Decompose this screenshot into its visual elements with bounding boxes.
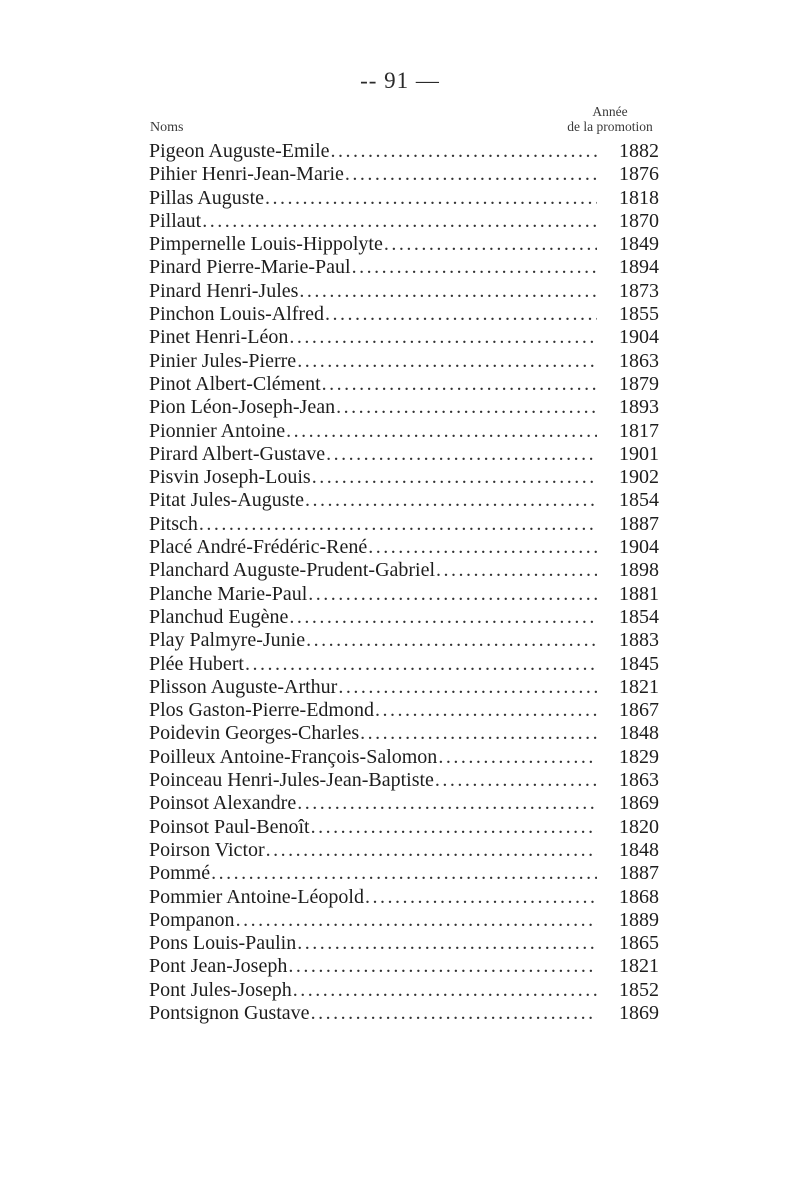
column-header-year-line1: Année (592, 104, 628, 119)
entry-year: 1848 (619, 722, 659, 745)
dot-leader (289, 606, 597, 629)
entry-name: Pont Jules-Joseph (149, 978, 292, 1001)
entry-name: Pillas Auguste (149, 186, 265, 209)
list-item (149, 326, 659, 349)
list-item (149, 909, 659, 932)
dot-leader (368, 536, 597, 559)
list-item (149, 559, 659, 582)
list-item (149, 536, 659, 559)
entry-name: Poilleux Antoine-François-Salomon (149, 745, 438, 768)
list-item (149, 629, 659, 652)
entry-name: Pinier Jules-Pierre (149, 349, 297, 372)
list-item (149, 746, 659, 769)
list-item (149, 443, 659, 466)
entry-name: Pinard Henri-Jules (149, 279, 299, 302)
entry-year: 1821 (619, 675, 659, 698)
entry-year: 1869 (619, 1001, 659, 1024)
dot-leader (311, 816, 597, 839)
entry-year: 1869 (619, 792, 659, 815)
entry-year: 1854 (619, 605, 659, 628)
entry-year: 1865 (619, 932, 659, 955)
entry-year: 1818 (619, 186, 659, 209)
dot-leader (245, 653, 597, 676)
entry-name: Pihier Henri-Jean-Marie (149, 163, 344, 186)
column-header-year-line2: de la promotion (567, 119, 653, 134)
dot-leader (297, 350, 597, 373)
column-header-year (540, 104, 680, 134)
list-item (149, 396, 659, 419)
entry-name: Pisvin Joseph-Louis (149, 466, 311, 489)
list-item (149, 489, 659, 512)
entry-name: Pion Léon-Joseph-Jean (149, 396, 336, 419)
entry-year: 1887 (619, 862, 659, 885)
dot-leader (311, 1002, 597, 1025)
list-item (149, 350, 659, 373)
list-item (149, 210, 659, 233)
entry-year: 1901 (619, 442, 659, 465)
entry-name: Pitsch (149, 512, 198, 535)
list-item (149, 303, 659, 326)
entry-year: 1898 (619, 559, 659, 582)
dot-leader (288, 955, 597, 978)
entry-name: Poinsot Paul-Benoît (149, 815, 310, 838)
entry-name: Pigeon Auguste-Emile (149, 140, 330, 162)
dot-leader (211, 862, 597, 885)
entry-year: 1883 (619, 629, 659, 652)
entry-year: 1881 (619, 582, 659, 605)
entry-name: Poirson Victor (149, 838, 265, 861)
entry-name: Placé André-Frédéric-René (149, 536, 368, 559)
list-item (149, 886, 659, 909)
dot-leader (265, 187, 597, 210)
list-item (149, 256, 659, 279)
entry-name: Pillaut (149, 209, 202, 232)
dot-leader (289, 326, 597, 349)
entry-name: Poinsot Alexandre (149, 792, 297, 815)
dot-leader (436, 559, 597, 582)
entry-year: 1879 (619, 372, 659, 395)
entry-year: 1904 (619, 536, 659, 559)
list-item (149, 862, 659, 885)
list-item (149, 816, 659, 839)
dot-leader (236, 909, 597, 932)
entry-name: Planche Marie-Paul (149, 582, 308, 605)
entry-name: Plisson Auguste-Arthur (149, 675, 338, 698)
list-item (149, 699, 659, 722)
entry-name: Pimpernelle Louis-Hippolyte (149, 233, 383, 256)
entry-year: 1845 (619, 652, 659, 675)
entry-name: Plée Hubert (149, 652, 244, 675)
entry-year: 1855 (619, 303, 659, 326)
list-item (149, 373, 659, 396)
dot-leader (199, 513, 597, 536)
entry-year: 1894 (619, 256, 659, 279)
page-number: -- 91 — (360, 68, 440, 93)
list-item (149, 979, 659, 1002)
list-item (149, 466, 659, 489)
dot-leader (438, 746, 597, 769)
list-item (149, 1002, 659, 1025)
dot-leader (331, 140, 597, 163)
entry-year: 1889 (619, 908, 659, 931)
entry-name: Pinet Henri-Léon (149, 326, 289, 349)
entry-year: 1887 (619, 512, 659, 535)
entry-name: Pitat Jules-Auguste (149, 489, 304, 512)
dot-leader (293, 979, 597, 1002)
promotion-list (149, 140, 659, 1025)
dot-leader (365, 886, 597, 909)
entry-year: 1863 (619, 769, 659, 792)
dot-leader (435, 769, 597, 792)
entry-name: Pons Louis-Paulin (149, 932, 297, 955)
entry-year: 1873 (619, 279, 659, 302)
entry-name: Pionnier Antoine (149, 419, 286, 442)
entry-year: 1852 (619, 978, 659, 1001)
entry-name: Pinard Pierre-Marie-Paul (149, 256, 351, 279)
list-item (149, 676, 659, 699)
entry-year: 1817 (619, 419, 659, 442)
entry-year: 1820 (619, 815, 659, 838)
entry-year: 1902 (619, 466, 659, 489)
list-item (149, 233, 659, 256)
entry-name: Pinchon Louis-Alfred (149, 303, 324, 326)
entry-name: Pontsignon Gustave (149, 1001, 310, 1024)
dot-leader (384, 233, 597, 256)
entry-name: Play Palmyre-Junie (149, 629, 306, 652)
entry-name: Pont Jean-Joseph (149, 955, 288, 978)
list-item (149, 792, 659, 815)
entry-name: Pommier Antoine-Léopold (149, 885, 364, 908)
dot-leader (297, 792, 597, 815)
entry-name: Pinot Albert-Clément (149, 372, 321, 395)
column-header-names: Noms (150, 120, 184, 135)
entry-name: Planchud Eugène (149, 605, 289, 628)
entry-year: 1829 (619, 745, 659, 768)
dot-leader (266, 839, 597, 862)
entry-name: Poidevin Georges-Charles (149, 722, 360, 745)
entry-year: 1870 (619, 209, 659, 232)
dot-leader (375, 699, 597, 722)
entry-name: Pompanon (149, 908, 235, 931)
entry-year: 1876 (619, 163, 659, 186)
entry-year: 1863 (619, 349, 659, 372)
entry-year: 1882 (619, 140, 659, 162)
dot-leader (306, 629, 597, 652)
entry-year: 1854 (619, 489, 659, 512)
dot-leader (305, 489, 597, 512)
entry-year: 1893 (619, 396, 659, 419)
list-item (149, 163, 659, 186)
dot-leader (297, 932, 597, 955)
list-item (149, 583, 659, 606)
list-item (149, 955, 659, 978)
list-item (149, 769, 659, 792)
list-item (149, 606, 659, 629)
entry-year: 1867 (619, 699, 659, 722)
entry-year: 1904 (619, 326, 659, 349)
entry-year: 1868 (619, 885, 659, 908)
entry-name: Pommé (149, 862, 211, 885)
list-item (149, 513, 659, 536)
list-item (149, 722, 659, 745)
list-item (149, 420, 659, 443)
dot-leader (326, 443, 597, 466)
entry-year: 1849 (619, 233, 659, 256)
list-item (149, 187, 659, 210)
dot-leader (338, 676, 597, 699)
entry-name: Pirard Albert-Gustave (149, 442, 326, 465)
dot-leader (299, 280, 597, 303)
entry-name: Plos Gaston-Pierre-Edmond (149, 699, 374, 722)
dot-leader (322, 373, 597, 396)
list-item (149, 140, 659, 163)
entry-name: Poinceau Henri-Jules-Jean-Baptiste (149, 769, 434, 792)
dot-leader (345, 163, 597, 186)
list-item (149, 839, 659, 862)
dot-leader (308, 583, 597, 606)
dot-leader (336, 396, 597, 419)
list-item (149, 932, 659, 955)
dot-leader (312, 466, 597, 489)
list-item (149, 280, 659, 303)
entry-name: Planchard Auguste-Prudent-Gabriel (149, 559, 436, 582)
entry-year: 1848 (619, 838, 659, 861)
dot-leader (360, 722, 597, 745)
dot-leader (325, 303, 597, 326)
entry-year: 1821 (619, 955, 659, 978)
dot-leader (202, 210, 597, 233)
dot-leader (286, 420, 597, 443)
list-item (149, 653, 659, 676)
dot-leader (352, 256, 597, 279)
